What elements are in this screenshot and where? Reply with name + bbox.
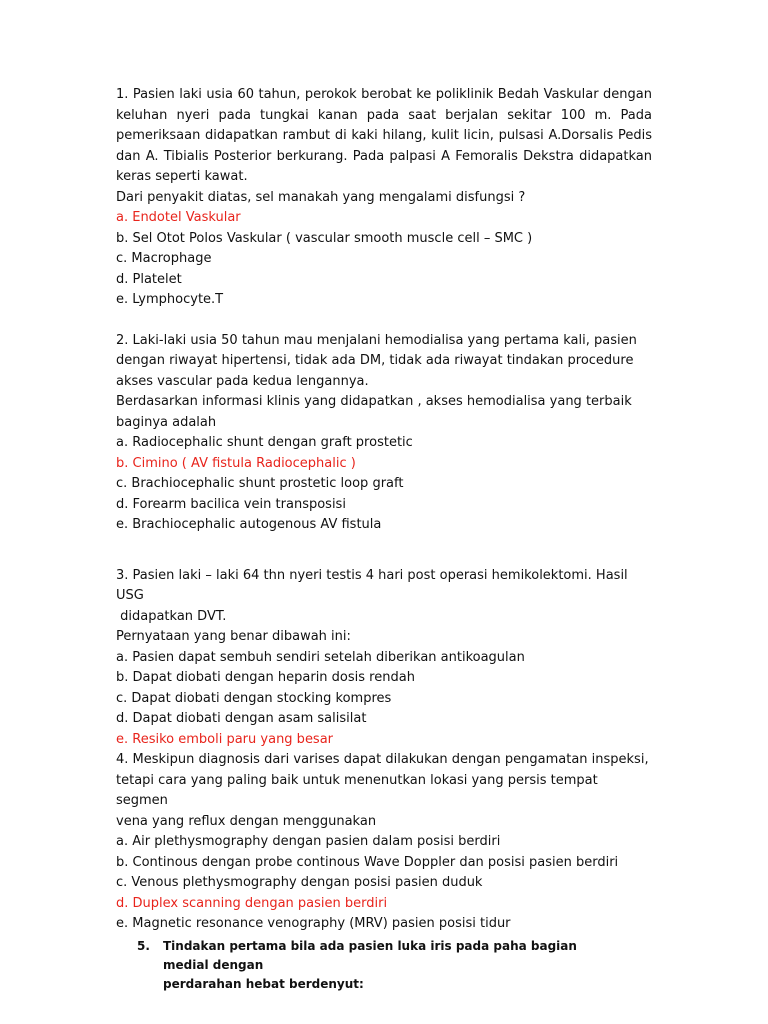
q5-text: [163, 937, 603, 994]
spacer: [116, 311, 652, 331]
q5-line-1: Tindakan pertama bila ada pasien luka iris pada paha bagian medial dengan: [163, 938, 577, 972]
q1-line-1: 1. Pasien laki usia 60 tahun, perokok berobat ke poliklinik Bedah Vaskular dengan: [116, 87, 652, 102]
q4-option-b: b. Continous dengan probe continous Wave Doppler dan posisi pasien berdiri: [116, 854, 619, 870]
q3-line-3: Pernyataan yang benar dibawah ini:: [116, 629, 351, 644]
q2-line-3: akses vascular pada kedua lengannya.: [116, 373, 369, 389]
q2-option-c: c. Brachiocephalic shunt prostetic loop graft: [116, 476, 404, 491]
q1-question: Dari penyakit diatas, sel manakah yang mengalami disfungsi ?: [116, 189, 526, 205]
question-5: [116, 937, 652, 994]
q4-line-2: tetapi cara yang paling baik untuk menenutkan lokasi yang persis tempat segmen: [116, 772, 598, 808]
q1-line-5: keras seperti kawat.: [116, 169, 248, 184]
q2-line-5: baginya adalah: [116, 414, 217, 430]
q1-line-2: keluhan nyeri pada tungkai kanan pada saat berjalan sekitar 100 m. Pada: [116, 107, 652, 123]
q4-option-e: e. Magnetic resonance venography (MRV) pasien posisi tidur: [116, 916, 511, 931]
q1-option-c: c. Macrophage: [116, 251, 212, 266]
q3-line-2: didapatkan DVT.: [116, 608, 227, 624]
q1-option-e: e. Lymphocyte.T: [116, 292, 224, 307]
question-list: [116, 85, 652, 994]
q3-line-1: 3. Pasien laki – laki 64 thn nyeri testis 4 hari post operasi hemikolektomi. Hasil USG: [116, 567, 628, 603]
question-1: [116, 85, 652, 311]
question-2: [116, 331, 652, 536]
q4-option-d-answer: d. Duplex scanning dengan pasien berdiri: [116, 895, 388, 911]
q2-option-e: e. Brachiocephalic autogenous AV fistula: [116, 517, 382, 532]
q2-option-d: d. Forearm bacilica vein transposisi: [116, 496, 346, 512]
q1-option-a-answer: a. Endotel Vaskular: [116, 210, 241, 225]
q5-number: 5.: [137, 938, 150, 953]
q4-option-a: a. Air plethysmography dengan pasien dalam posisi berdiri: [116, 834, 501, 849]
q3-option-c: c. Dapat diobati dengan stocking kompres: [116, 690, 392, 706]
q3-option-a: a. Pasien dapat sembuh sendiri setelah diberikan antikoagulan: [116, 649, 525, 665]
q3-option-d: d. Dapat diobati dengan asam salisilat: [116, 711, 367, 726]
question-3: [116, 566, 652, 751]
spacer: [116, 536, 652, 566]
q4-option-c: c. Venous plethysmography dengan posisi pasien duduk: [116, 875, 483, 890]
q2-line-2: dengan riwayat hipertensi, tidak ada DM, tidak ada riwayat tindakan procedure: [116, 353, 634, 368]
q4-line-1: 4. Meskipun diagnosis dari varises dapat dilakukan dengan pengamatan inspeksi,: [116, 752, 649, 767]
question-4: [116, 750, 652, 935]
q3-option-e-answer: e. Resiko emboli paru yang besar: [116, 731, 334, 747]
q1-line-3: pemeriksaan didapatkan rambut di kaki hilang, kulit licin, pulsasi A.Dorsalis Pedis: [116, 128, 652, 143]
q4-line-3: vena yang reflux dengan menggunakan: [116, 813, 377, 829]
q1-option-b: b. Sel Otot Polos Vaskular ( vascular smooth muscle cell – SMC ): [116, 230, 533, 246]
q2-option-a: a. Radiocephalic shunt dengan graft prostetic: [116, 435, 413, 450]
q1-option-d: d. Platelet: [116, 271, 182, 287]
q5-line-2: perdarahan hebat berdenyut:: [163, 976, 364, 991]
q3-option-b: b. Dapat diobati dengan heparin dosis rendah: [116, 670, 415, 685]
q1-line-4: dan A. Tibialis Posterior berkurang. Pada palpasi A Femoralis Dekstra didapatkan: [116, 148, 652, 164]
q2-option-b-answer: b. Cimino ( AV fistula Radiocephalic ): [116, 455, 356, 471]
q2-line-1: 2. Laki-laki usia 50 tahun mau menjalani hemodialisa yang pertama kali, pasien: [116, 332, 637, 348]
q2-line-4: Berdasarkan informasi klinis yang didapatkan , akses hemodialisa yang terbaik: [116, 394, 632, 409]
